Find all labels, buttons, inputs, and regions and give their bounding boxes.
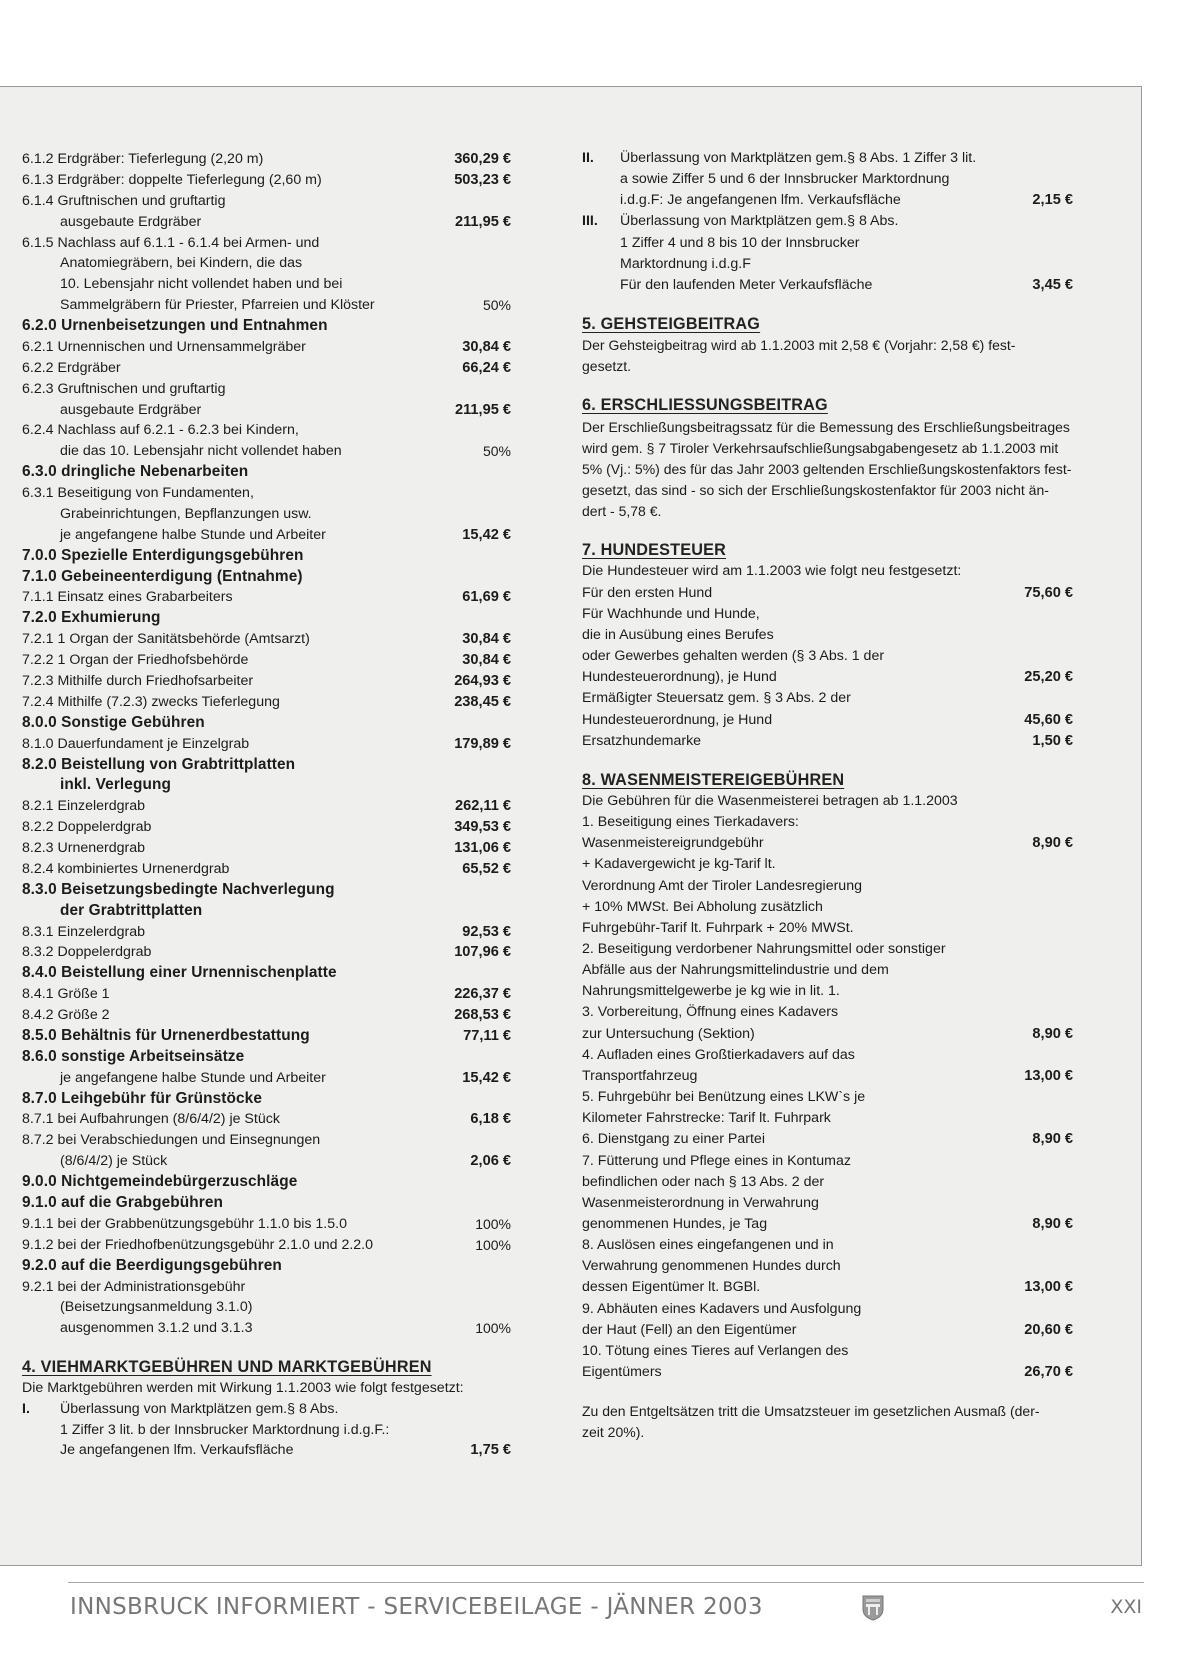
fee-label: Verwahrung genommenen Hundes durch bbox=[582, 1258, 841, 1275]
fee-row bbox=[22, 879, 522, 901]
fee-row bbox=[582, 1086, 1082, 1108]
fee-row bbox=[22, 211, 522, 233]
fee-row bbox=[582, 666, 1082, 688]
fee-row bbox=[582, 479, 1082, 501]
fee-label: + Kadavergewicht je kg-Tarif lt. bbox=[582, 856, 776, 873]
fee-label: Eigentümers bbox=[582, 1364, 662, 1380]
fee-row bbox=[22, 1171, 522, 1193]
fee-label: 9.2.1 bei der Administrationsgebühr bbox=[22, 1278, 246, 1295]
fee-label: die in Ausübung eines Berufes bbox=[582, 626, 774, 643]
fee-label: Marktordnung i.d.g.F bbox=[620, 255, 751, 272]
fee-label: Ermäßigter Steuersatz gem. § 3 Abs. 2 der bbox=[582, 690, 851, 707]
fee-row bbox=[22, 190, 522, 212]
fee-row bbox=[22, 1255, 522, 1277]
fee-row bbox=[22, 941, 522, 963]
fee-label: 8.2.3 Urnenerdgrab bbox=[22, 840, 146, 857]
fee-label: die das 10. Lebensjahr nicht vollendet haben bbox=[60, 443, 342, 460]
fee-row bbox=[22, 1025, 522, 1047]
fee-label: 7.2.1 1 Organ der Sanitätsbehörde (Amtsarzt) bbox=[22, 631, 310, 648]
fee-row bbox=[582, 253, 1082, 275]
fee-row bbox=[582, 1023, 1082, 1045]
fee-row bbox=[582, 624, 1082, 646]
fee-row bbox=[582, 687, 1082, 709]
fee-label: 6.2.2 Erdgräber bbox=[22, 359, 121, 376]
fee-label: Wasenmeisterordnung in Verwahrung bbox=[582, 1194, 819, 1211]
fee-row bbox=[582, 917, 1082, 939]
fee-label: Sammelgräbern für Priester, Pfarreien und Klöster bbox=[60, 297, 375, 314]
fee-label: 5. Fuhrgebühr bei Benützung eines LKW`s je bbox=[582, 1089, 866, 1106]
fee-row bbox=[582, 334, 1082, 356]
fee-label: 4. Aufladen eines Großtierkadavers auf das bbox=[582, 1046, 855, 1063]
fee-label: 6.1.3 Erdgräber: doppelte Tieferlegung (2,60 m) bbox=[22, 171, 322, 188]
fee-label: 8.7.2 bei Verabschiedungen und Einsegnungen bbox=[22, 1132, 321, 1149]
fee-label: befindlichen oder nach § 13 Abs. 2 der bbox=[582, 1173, 825, 1190]
fee-label: der Grabtrittplatten bbox=[60, 901, 203, 919]
fee-row bbox=[22, 1150, 522, 1172]
fee-label: Wasenmeistereigrundgebühr bbox=[582, 835, 764, 852]
fee-row bbox=[582, 709, 1082, 731]
fee-label: 10. Lebensjahr nicht vollendet haben und bei bbox=[60, 276, 343, 293]
fee-row bbox=[22, 962, 522, 984]
fee-label: 6.2.4 Nachlass auf 6.2.1 - 6.2.3 bei Kindern, bbox=[22, 422, 299, 439]
fee-label: Grabeinrichtungen, Bepflanzungen usw. bbox=[60, 505, 312, 522]
fee-amount: 2,06 € bbox=[470, 1153, 511, 1170]
fee-row bbox=[22, 1067, 522, 1089]
fee-row bbox=[22, 900, 522, 922]
fee-label: 1 Ziffer 3 lit. b der Innsbrucker Marktordnung i.d.g.F.: bbox=[60, 1421, 390, 1438]
fee-label: 5% (Vj.: 5%) des für das Jahr 2003 geltenden Erschließungskostenfaktors fest- bbox=[582, 460, 1072, 477]
fee-row bbox=[582, 1361, 1082, 1383]
fee-amount: 360,29 € bbox=[454, 151, 511, 167]
fee-row bbox=[22, 1213, 522, 1235]
fee-amount: 15,42 € bbox=[462, 526, 511, 543]
fee-label: 7.0.0 Spezielle Enterdigungsgebühren bbox=[22, 546, 304, 564]
fee-row bbox=[582, 1234, 1082, 1256]
innsbruck-crest-icon bbox=[862, 1595, 884, 1621]
fee-row bbox=[22, 169, 522, 191]
fee-row bbox=[22, 419, 522, 441]
page-number: XXI bbox=[1110, 1596, 1142, 1618]
fee-label: 6.2.1 Urnennischen und Urnensammelgräber bbox=[22, 338, 306, 355]
fee-row bbox=[22, 1276, 522, 1298]
fee-row bbox=[582, 811, 1082, 833]
fee-row bbox=[582, 896, 1082, 918]
fee-amount: 8,90 € bbox=[1032, 1025, 1073, 1042]
fee-row bbox=[22, 461, 522, 483]
fee-row bbox=[582, 1171, 1082, 1193]
fee-amount: 50% bbox=[482, 443, 511, 460]
fee-amount: 3,45 € bbox=[1032, 276, 1073, 293]
fee-row bbox=[22, 1296, 522, 1318]
fee-row bbox=[22, 649, 522, 671]
fee-label: 8.4.2 Größe 2 bbox=[22, 1007, 110, 1024]
fee-label: 8.5.0 Behältnis für Urnenerdbestattung bbox=[22, 1026, 310, 1044]
section-heading bbox=[22, 1356, 522, 1378]
fee-row bbox=[582, 853, 1082, 875]
fee-row bbox=[582, 790, 1082, 812]
fee-row bbox=[582, 458, 1082, 480]
fee-row bbox=[22, 1234, 522, 1256]
section-heading bbox=[582, 394, 1082, 416]
fee-amount: 349,53 € bbox=[454, 819, 511, 836]
fee-row bbox=[22, 336, 522, 358]
fee-label: 1. Beseitigung eines Tierkadavers: bbox=[582, 814, 799, 831]
fee-label: (Beisetzungsanmeldung 3.1.0) bbox=[60, 1299, 253, 1316]
fee-label: Anatomiegräbern, bei Kindern, die das bbox=[60, 255, 303, 272]
fee-row bbox=[582, 730, 1082, 752]
fee-row bbox=[22, 1419, 522, 1441]
fee-row bbox=[582, 1400, 1082, 1422]
fee-label: 8.2.0 Beistellung von Grabtrittplatten bbox=[22, 755, 296, 773]
fee-row bbox=[582, 274, 1082, 296]
fee-label: Je angefangenen lfm. Verkaufsfläche bbox=[60, 1442, 294, 1459]
fee-label: 8. WASENMEISTEREIGEBÜHREN bbox=[582, 770, 845, 789]
fee-row bbox=[582, 582, 1082, 604]
fee-row bbox=[22, 691, 522, 713]
fee-row bbox=[582, 1128, 1082, 1150]
fee-amount: 264,93 € bbox=[454, 673, 511, 689]
fee-row bbox=[22, 566, 522, 588]
fee-row bbox=[22, 586, 522, 608]
fee-row bbox=[582, 603, 1082, 625]
fee-row bbox=[582, 1044, 1082, 1066]
fee-row bbox=[22, 1377, 522, 1399]
fee-row bbox=[582, 1340, 1082, 1362]
fee-row bbox=[22, 399, 522, 421]
fee-amount: 8,90 € bbox=[1032, 835, 1073, 852]
fee-label: Kilometer Fahrstrecke: Tarif lt. Fuhrpark bbox=[582, 1110, 831, 1127]
fee-amount: 238,45 € bbox=[454, 693, 511, 710]
fee-amount: 100% bbox=[475, 1236, 511, 1253]
fee-row bbox=[22, 754, 522, 776]
fee-row bbox=[22, 440, 522, 462]
fee-label: je angefangene halbe Stunde und Arbeiter bbox=[60, 1069, 326, 1086]
fee-label: Überlassung von Marktplätzen gem.§ 8 Abs. 1 Ziffer 3 lit. bbox=[620, 150, 977, 166]
fee-row bbox=[22, 482, 522, 504]
fee-row bbox=[22, 524, 522, 546]
fee-label: Die Hundesteuer wird am 1.1.2003 wie folgt neu festgesetzt: bbox=[582, 563, 962, 580]
fee-label: genommenen Hundes, je Tag bbox=[582, 1215, 768, 1232]
footer-divider bbox=[68, 1582, 1144, 1583]
fee-amount: 179,89 € bbox=[454, 735, 511, 752]
fee-row bbox=[582, 1319, 1082, 1341]
fee-row bbox=[22, 983, 522, 1005]
fee-label: + 10% MWSt. Bei Abholung zusätzlich bbox=[582, 898, 823, 915]
fee-row bbox=[582, 980, 1082, 1002]
fee-row bbox=[582, 1001, 1082, 1023]
fee-label: 8.7.1 bei Aufbahrungen (8/6/4/2) je Stück bbox=[22, 1111, 280, 1128]
fee-label: Ersatzhundemarke bbox=[582, 732, 702, 749]
fee-amount: 211,95 € bbox=[454, 401, 511, 418]
fee-label: Der Gehsteigbeitrag wird ab 1.1.2003 mit 2,58 € (Vorjahr: 2,58 €) fest- bbox=[582, 337, 1016, 354]
fee-amount: 30,84 € bbox=[462, 631, 511, 648]
item-numeral: I. bbox=[22, 1400, 30, 1417]
fee-row bbox=[582, 147, 1082, 169]
fee-row bbox=[582, 1255, 1082, 1277]
fee-label: dessen Eigentümer lt. BGBl. bbox=[582, 1279, 761, 1296]
fee-row bbox=[582, 500, 1082, 522]
fee-label: 9.1.0 auf die Grabgebühren bbox=[22, 1194, 224, 1211]
fee-row bbox=[582, 232, 1082, 254]
fee-amount: 131,06 € bbox=[454, 840, 511, 857]
fee-amount: 66,24 € bbox=[462, 359, 511, 376]
fee-label: Fuhrgebühr-Tarif lt. Fuhrpark + 20% MWSt. bbox=[582, 919, 854, 936]
fee-amount: 45,60 € bbox=[1024, 711, 1073, 728]
fee-label: Für Wachhunde und Hunde, bbox=[582, 605, 760, 622]
fee-row bbox=[582, 355, 1082, 377]
fee-row bbox=[22, 1439, 522, 1461]
fee-row bbox=[22, 294, 522, 316]
fee-row bbox=[582, 832, 1082, 854]
fee-label: 8.3.0 Beisetzungsbedingte Nachverlegung bbox=[22, 880, 335, 898]
fee-label: 6.1.2 Erdgräber: Tieferlegung (2,20 m) bbox=[22, 151, 264, 167]
fee-row bbox=[22, 712, 522, 734]
fee-amount: 8,90 € bbox=[1032, 1215, 1073, 1232]
fee-label: ausgebaute Erdgräber bbox=[60, 213, 202, 230]
fee-row bbox=[582, 875, 1082, 897]
fee-row bbox=[22, 1108, 522, 1130]
fee-label: ausgebaute Erdgräber bbox=[60, 401, 202, 418]
fee-row bbox=[22, 1317, 522, 1339]
fee-row bbox=[22, 921, 522, 943]
fee-label: 6.1.4 Gruftnischen und gruftartig bbox=[22, 192, 226, 209]
fee-amount: 211,95 € bbox=[454, 213, 511, 230]
fee-row bbox=[22, 1088, 522, 1110]
fee-label: je angefangene halbe Stunde und Arbeiter bbox=[60, 526, 326, 543]
section-heading bbox=[582, 313, 1082, 335]
section-heading bbox=[582, 539, 1082, 561]
fee-row bbox=[22, 1004, 522, 1026]
fee-schedule-panel bbox=[0, 86, 1142, 1566]
fee-amount: 262,11 € bbox=[454, 798, 511, 815]
fee-row bbox=[582, 1065, 1082, 1087]
fee-label: der Haut (Fell) an den Eigentümer bbox=[582, 1321, 797, 1338]
fee-row bbox=[22, 858, 522, 880]
fee-row bbox=[22, 816, 522, 838]
fee-label: 2. Beseitigung verdorbener Nahrungsmittel oder sonstiger bbox=[582, 941, 946, 957]
fee-row bbox=[22, 1129, 522, 1151]
fee-row bbox=[22, 1398, 522, 1420]
fee-label: Der Erschließungsbeitragssatz für die Bemessung des Erschließungsbeitrages bbox=[582, 418, 1070, 435]
fee-amount: 1,75 € bbox=[470, 1442, 511, 1459]
fee-row bbox=[582, 210, 1082, 232]
fee-row bbox=[582, 1298, 1082, 1320]
fee-label: 6. Dienstgang zu einer Partei bbox=[582, 1131, 765, 1148]
fee-label: 9.2.0 auf die Beerdigungsgebühren bbox=[22, 1256, 282, 1274]
fee-label: zur Untersuchung (Sektion) bbox=[582, 1025, 755, 1042]
fee-row bbox=[22, 1192, 522, 1214]
fee-amount: 268,53 € bbox=[454, 1007, 511, 1024]
fee-amount: 30,84 € bbox=[462, 652, 511, 669]
item-numeral: II. bbox=[582, 150, 594, 166]
fee-row bbox=[22, 628, 522, 650]
fee-row bbox=[582, 1421, 1082, 1443]
fee-label: 6. ERSCHLIESSUNGSBEITRAG bbox=[582, 396, 828, 415]
fee-label: 6.1.5 Nachlass auf 6.1.1 - 6.1.4 bei Armen- und bbox=[22, 234, 320, 251]
fee-row bbox=[22, 774, 522, 796]
fee-row bbox=[582, 1213, 1082, 1235]
fee-label: 9.1.1 bei der Grabbenützungsgebühr 1.1.0 bis 1.5.0 bbox=[22, 1215, 347, 1232]
fee-amount: 13,00 € bbox=[1024, 1067, 1073, 1084]
fee-label: Überlassung von Marktplätzen gem.§ 8 Abs. bbox=[620, 213, 899, 230]
fee-amount: 25,20 € bbox=[1024, 669, 1073, 686]
fee-amount: 20,60 € bbox=[1024, 1321, 1073, 1338]
fee-label: dert - 5,78 €. bbox=[582, 503, 662, 520]
fee-label: 6.2.0 Urnenbeisetzungen und Entnahmen bbox=[22, 317, 328, 335]
fee-label: Für den ersten Hund bbox=[582, 584, 713, 601]
fee-amount: 6,18 € bbox=[470, 1111, 511, 1128]
fee-label: Die Marktgebühren werden mit Wirkung 1.1.2003 wie folgt festgesetzt: bbox=[22, 1379, 464, 1396]
fee-amount: 75,60 € bbox=[1024, 584, 1073, 601]
fee-row bbox=[22, 795, 522, 817]
fee-label: 8.4.1 Größe 1 bbox=[22, 986, 110, 1003]
fee-label: 7.1.1 Einsatz eines Grabarbeiters bbox=[22, 589, 233, 606]
fee-row bbox=[22, 1046, 522, 1068]
fee-row bbox=[582, 1150, 1082, 1172]
fee-amount: 65,52 € bbox=[462, 860, 511, 877]
fee-amount: 100% bbox=[475, 1320, 511, 1337]
fee-row bbox=[582, 959, 1082, 981]
footer-title: INNSBRUCK INFORMIERT - SERVICEBEILAGE - JÄNNER 2003 bbox=[70, 1594, 763, 1620]
fee-label: Die Gebühren für die Wasenmeisterei betragen ab 1.1.2003 bbox=[582, 792, 958, 809]
fee-label: Für den laufenden Meter Verkaufsfläche bbox=[620, 276, 873, 293]
item-numeral: III. bbox=[582, 213, 598, 230]
fee-label: 10. Tötung eines Tieres auf Verlangen des bbox=[582, 1342, 849, 1359]
fee-amount: 30,84 € bbox=[462, 338, 511, 355]
fee-label: 6.2.3 Gruftnischen und gruftartig bbox=[22, 380, 226, 397]
fee-amount: 15,42 € bbox=[462, 1069, 511, 1086]
fee-label: gesetzt. bbox=[582, 358, 632, 375]
fee-label: ausgenommen 3.1.2 und 3.1.3 bbox=[60, 1320, 253, 1337]
fee-label: zeit 20%). bbox=[582, 1424, 645, 1441]
fee-label: 7.2.0 Exhumierung bbox=[22, 609, 161, 627]
fee-label: 8.3.1 Einzelerdgrab bbox=[22, 923, 146, 940]
fee-amount: 26,70 € bbox=[1024, 1364, 1073, 1380]
fee-label: wird gem. § 7 Tiroler Verkehrsaufschließungsabgabengesetz ab 1.1.2003 mit bbox=[582, 439, 1059, 456]
fee-row bbox=[582, 560, 1082, 582]
fee-label: Hundesteuerordnung), je Hund bbox=[582, 669, 777, 686]
fee-label: Hundesteuerordnung, je Hund bbox=[582, 711, 773, 728]
fee-amount: 8,90 € bbox=[1032, 1131, 1073, 1148]
fee-amount: 1,50 € bbox=[1032, 732, 1073, 749]
fee-row bbox=[22, 607, 522, 629]
fee-label: 5. GEHSTEIGBEITRAG bbox=[582, 315, 761, 334]
fee-amount: 107,96 € bbox=[454, 944, 511, 961]
fee-row bbox=[22, 503, 522, 525]
fee-label: i.d.g.F: Je angefangenen lfm. Verkaufsfläche bbox=[620, 192, 901, 209]
fee-label: Verordnung Amt der Tiroler Landesregierung bbox=[582, 877, 862, 894]
fee-label: 8.0.0 Sonstige Gebühren bbox=[22, 713, 205, 731]
fee-label: gesetzt, das sind - so sich der Erschließungskostenfaktor für 2003 nicht än- bbox=[582, 482, 1049, 499]
fee-label: 8.2.4 kombiniertes Urnenerdgrab bbox=[22, 860, 230, 877]
fee-label: Nahrungsmittelgewerbe je kg wie in lit. 1. bbox=[582, 983, 840, 1000]
fee-row bbox=[22, 378, 522, 400]
fee-label: 4. VIEHMARKTGEBÜHREN UND MARKTGEBÜHREN bbox=[22, 1357, 432, 1376]
fee-row bbox=[582, 168, 1082, 190]
fee-row bbox=[582, 189, 1082, 211]
fee-row bbox=[582, 1192, 1082, 1214]
fee-label: 9.0.0 Nichtgemeindebürgerzuschläge bbox=[22, 1173, 298, 1191]
fee-row bbox=[582, 938, 1082, 960]
fee-label: 7. HUNDESTEUER bbox=[582, 541, 727, 560]
fee-label: 8.6.0 sonstige Arbeitseinsätze bbox=[22, 1047, 245, 1065]
fee-amount: 2,15 € bbox=[1032, 192, 1073, 209]
fee-row bbox=[582, 437, 1082, 459]
fee-label: inkl. Verlegung bbox=[60, 776, 171, 794]
fee-label: 8.1.0 Dauerfundament je Einzelgrab bbox=[22, 735, 250, 752]
fee-label: 6.3.1 Beseitigung von Fundamenten, bbox=[22, 485, 254, 502]
fee-label: 8.7.0 Leihgebühr für Grünstöcke bbox=[22, 1089, 262, 1107]
fee-row bbox=[22, 545, 522, 567]
fee-row bbox=[582, 645, 1082, 667]
fee-label: a sowie Ziffer 5 und 6 der Innsbrucker Marktordnung bbox=[620, 171, 950, 188]
fee-row bbox=[22, 733, 522, 755]
fee-label: 7.2.2 1 Organ der Friedhofsbehörde bbox=[22, 652, 249, 669]
fee-amount: 61,69 € bbox=[462, 589, 511, 606]
fee-row bbox=[22, 252, 522, 274]
fee-row bbox=[22, 837, 522, 859]
fee-row bbox=[582, 1276, 1082, 1298]
fee-label: 3. Vorbereitung, Öffnung eines Kadavers bbox=[582, 1004, 839, 1021]
fee-label: Überlassung von Marktplätzen gem.§ 8 Abs. bbox=[60, 1400, 339, 1417]
fee-label: 8.4.0 Beistellung einer Urnennischenplatte bbox=[22, 964, 337, 982]
fee-row bbox=[22, 148, 522, 170]
fee-amount: 77,11 € bbox=[463, 1027, 511, 1044]
fee-label: 9. Abhäuten eines Kadavers und Ausfolgung bbox=[582, 1300, 862, 1317]
fee-row bbox=[582, 1107, 1082, 1129]
fee-row bbox=[22, 232, 522, 254]
fee-label: 1 Ziffer 4 und 8 bis 10 der Innsbrucker bbox=[620, 234, 860, 251]
fee-label: 8.3.2 Doppelerdgrab bbox=[22, 944, 152, 961]
fee-label: 8.2.1 Einzelerdgrab bbox=[22, 798, 146, 815]
fee-row bbox=[22, 315, 522, 337]
fee-row bbox=[22, 357, 522, 379]
fee-label: 7.2.3 Mithilfe durch Friedhofsarbeiter bbox=[22, 673, 254, 689]
fee-row bbox=[22, 670, 522, 692]
fee-label: 7. Fütterung und Pflege eines in Kontumaz bbox=[582, 1152, 851, 1169]
fee-amount: 13,00 € bbox=[1024, 1279, 1073, 1296]
fee-amount: 100% bbox=[475, 1215, 511, 1232]
fee-label: oder Gewerbes gehalten werden (§ 3 Abs. 1 der bbox=[582, 648, 885, 665]
fee-label: 7.2.4 Mithilfe (7.2.3) zwecks Tieferlegung bbox=[22, 693, 280, 710]
fee-label: 8. Auslösen eines eingefangenen und in bbox=[582, 1237, 834, 1254]
fee-amount: 50% bbox=[482, 297, 511, 314]
fee-amount: 92,53 € bbox=[462, 923, 511, 940]
fee-amount: 226,37 € bbox=[454, 986, 511, 1003]
fee-label: 9.1.2 bei der Friedhofbenützungsgebühr 2.1.0 und 2.2.0 bbox=[22, 1236, 374, 1253]
fee-row bbox=[22, 273, 522, 295]
section-heading bbox=[582, 769, 1082, 791]
fee-label: Transportfahrzeug bbox=[582, 1067, 698, 1084]
fee-label: (8/6/4/2) je Stück bbox=[60, 1153, 168, 1170]
fee-amount: 503,23 € bbox=[454, 171, 511, 188]
fee-label: 7.1.0 Gebeineenterdigung (Entnahme) bbox=[22, 567, 303, 585]
fee-label: Abfälle aus der Nahrungsmittelindustrie und dem bbox=[582, 962, 889, 979]
fee-row bbox=[582, 416, 1082, 438]
fee-label: Zu den Entgeltsätzen tritt die Umsatzsteuer im gesetzlichen Ausmaß (der- bbox=[582, 1403, 1040, 1420]
fee-label: 6.3.0 dringliche Nebenarbeiten bbox=[22, 463, 249, 481]
fee-label: 8.2.2 Doppelerdgrab bbox=[22, 819, 152, 836]
